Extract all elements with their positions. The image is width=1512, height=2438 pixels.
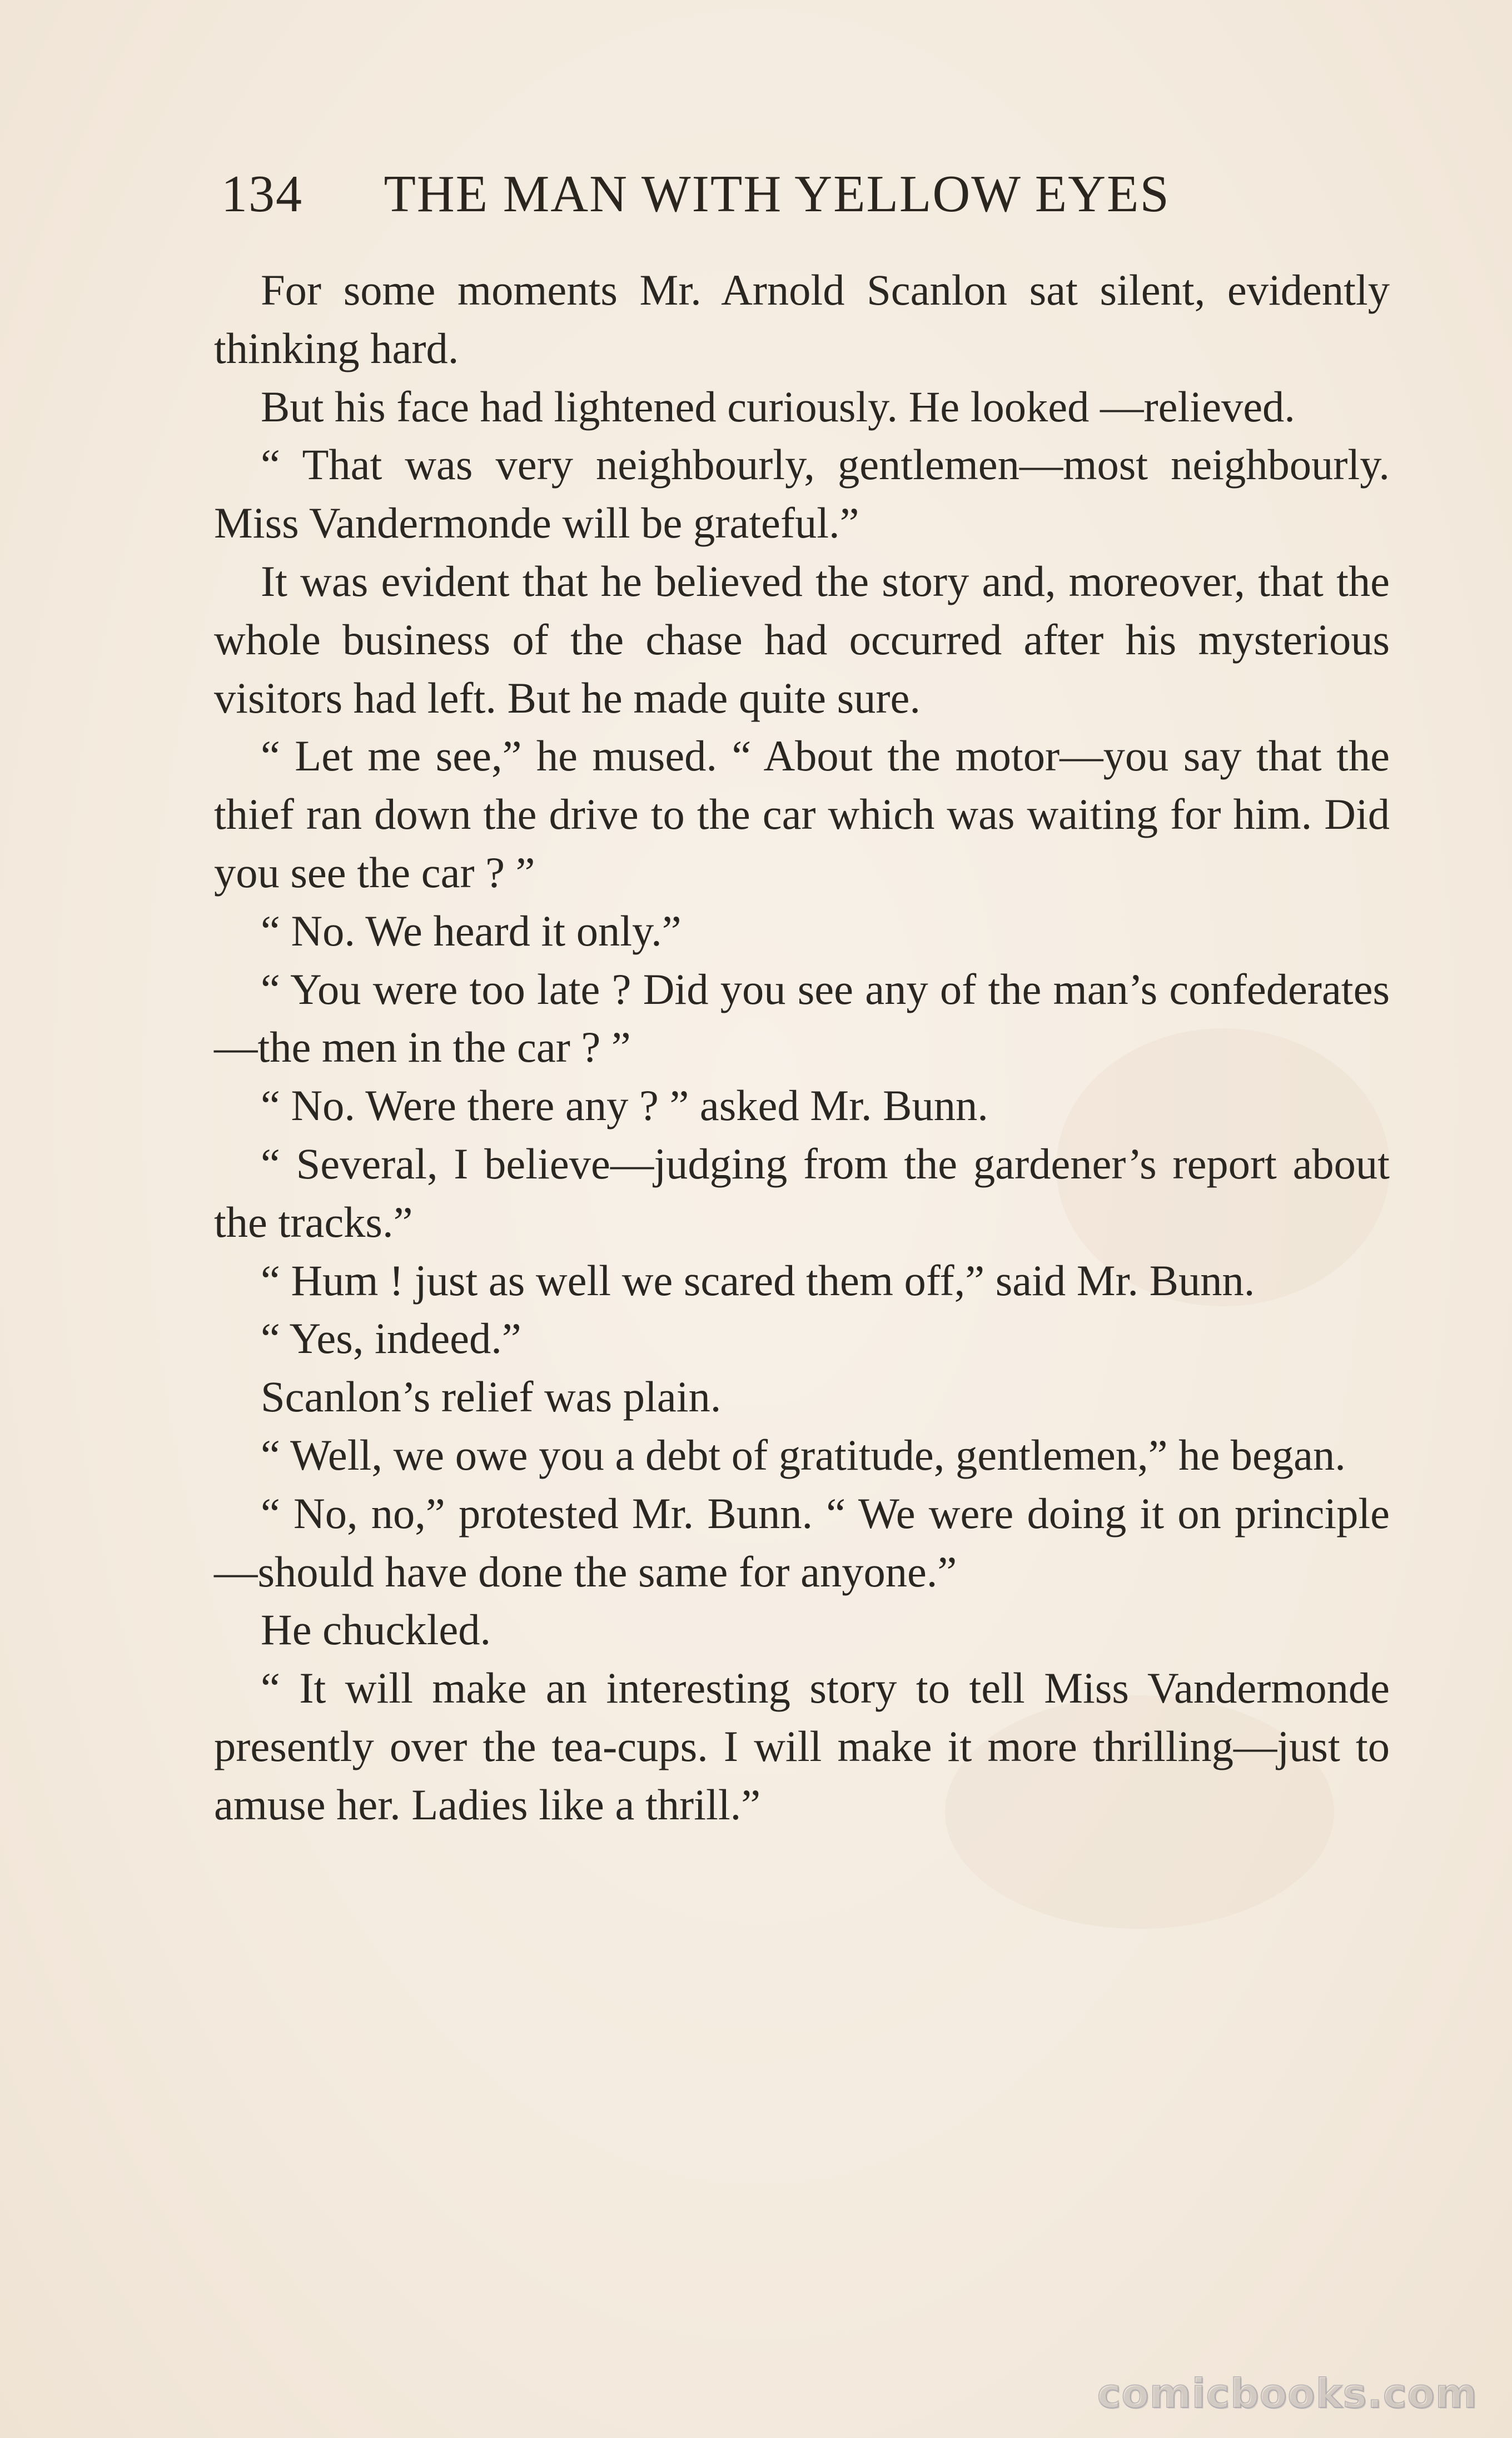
paragraph: “ Well, we owe you a debt of gratitude, gentlemen,” he began. — [261, 1430, 1346, 1479]
paragraph: “ Let me see,” he mused. “ About the motor—you say that the thief ran down the drive to the car which was waiting for him. Did you see the car ? ” — [214, 732, 1390, 897]
paragraph: “ You were too late ? Did you see any of the man’s confederates—the men in the car ? ” — [214, 964, 1390, 1072]
paragraph: “ Yes, indeed.” — [261, 1314, 521, 1363]
watermark: comicbooks.com — [1097, 2370, 1478, 2417]
paragraph: “ Hum ! just as well we scared them off,” said Mr. Bunn. — [261, 1256, 1255, 1305]
paragraph: “ It will make an interesting story to tell Miss Vandermonde presently over the tea-cups. I will make it more thrilling—just to amuse her. Ladies like a thrill.” — [214, 1664, 1390, 1829]
paragraph: “ That was very neighbourly, gentlemen—most neighbourly. Miss Vandermonde will be grateful.” — [214, 440, 1390, 548]
paragraph: It was evident that he believed the story and, moreover, that the whole business of the chase had occurred after his mysterious visitors had left. But he made quite sure. — [214, 556, 1390, 722]
paragraph: “ No. We heard it only.” — [261, 906, 682, 955]
paragraph: He chuckled. — [261, 1605, 491, 1654]
paragraph: But his face had lightened curiously. He looked —relieved. — [261, 382, 1295, 431]
running-title: THE MAN WITH YELLOW EYES — [384, 165, 1170, 223]
body-text — [214, 261, 1390, 1834]
running-header — [221, 164, 1277, 231]
paragraph: “ Several, I believe—judging from the gardener’s report about the tracks.” — [214, 1139, 1390, 1246]
paragraph: For some moments Mr. Arnold Scanlon sat silent, evidently thinking hard. — [214, 266, 1390, 372]
paragraph: Scanlon’s relief was plain. — [261, 1372, 722, 1421]
paragraph: “ No. Were there any ? ” asked Mr. Bunn. — [261, 1081, 988, 1130]
page-number: 134 — [221, 165, 303, 223]
paragraph: “ No, no,” protested Mr. Bunn. “ We were doing it on principle—should have done the same for anyone.” — [214, 1489, 1390, 1596]
